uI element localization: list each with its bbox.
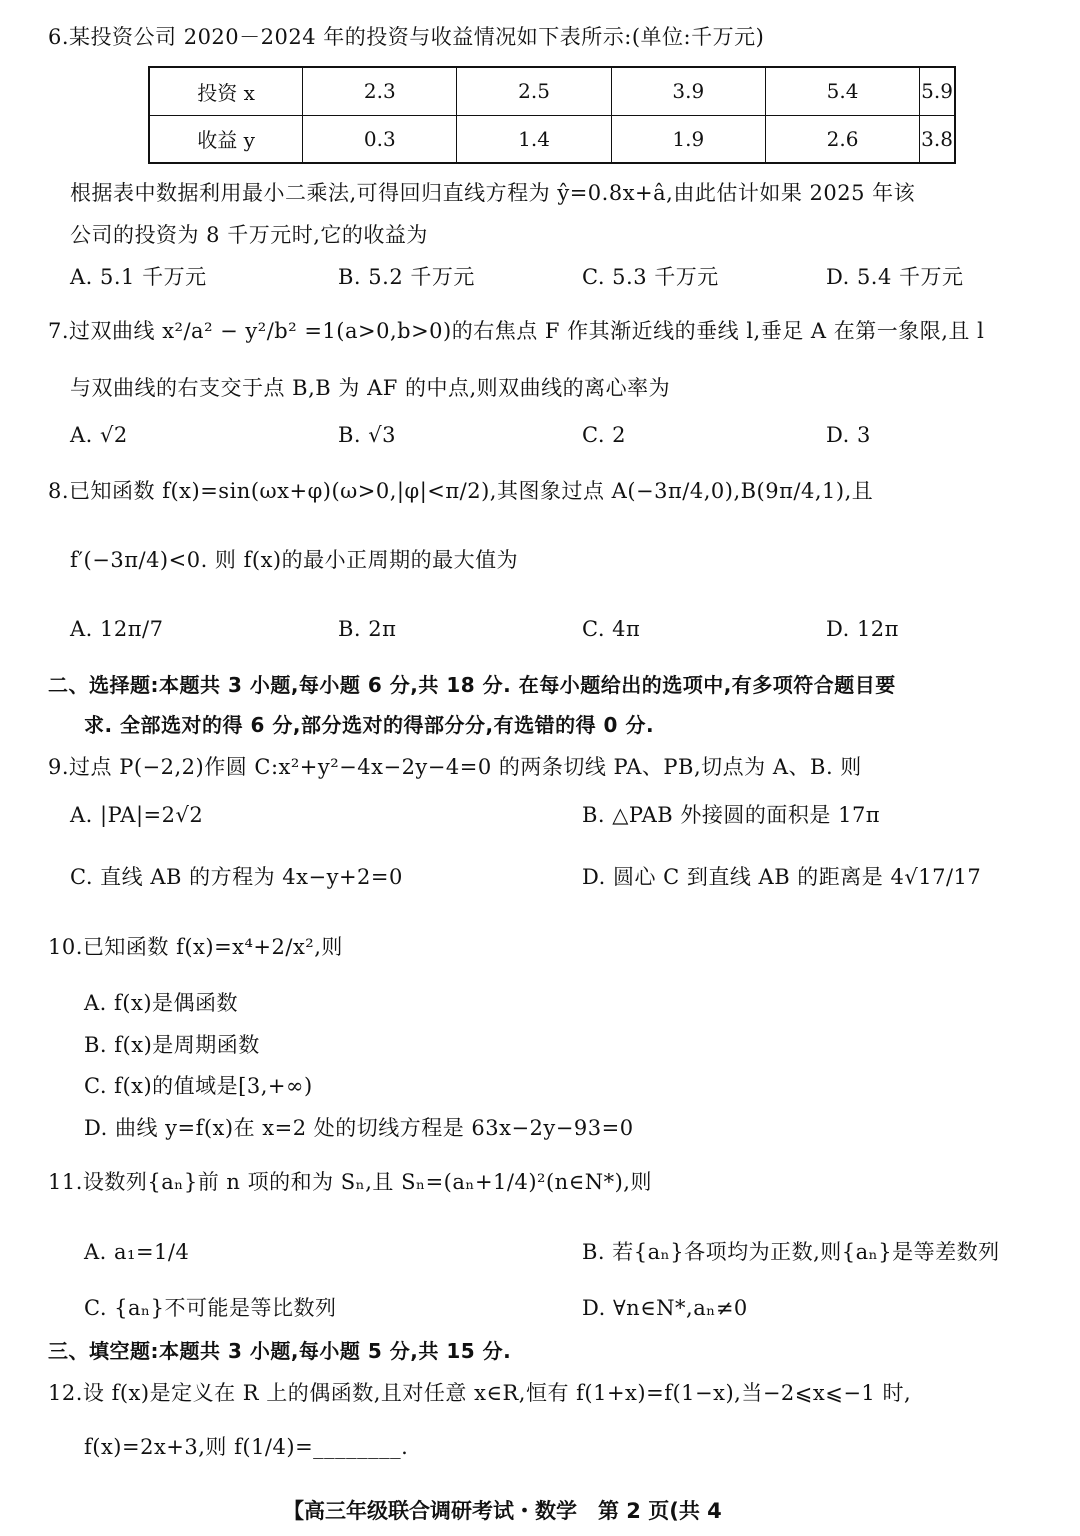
q7-option-d: D. 3 (826, 423, 871, 447)
section2-heading: 二、选择题:本题共 3 小题,每小题 6 分,共 18 分. 在每小题给出的选项中,有多项符合题目要 (48, 673, 896, 697)
q7-option-a: A. √2 (70, 423, 128, 447)
q6-line2: 根据表中数据利用最小二乘法,可得回归直线方程为 ŷ=0.8x+â,由此估计如果 2025 年该 (70, 181, 916, 205)
q10-option-b: B. f(x)是周期函数 (84, 1033, 260, 1057)
q10-stem: 10.已知函数 f(x)=x⁴+2/x²,则 (48, 935, 343, 959)
investment-table (148, 66, 956, 164)
q11-option-b: B. 若{aₙ}各项均为正数,则{aₙ}是等差数列 (582, 1240, 1000, 1264)
table-cell: 5.4 (765, 67, 919, 115)
q9-stem: 9.过点 P(−2,2)作圆 C:x²+y²−4x−2y−4=0 的两条切线 PA、PB,切点为 A、B. 则 (48, 755, 862, 779)
table-cell: 1.9 (611, 115, 765, 163)
q7-line2: 与双曲线的右支交于点 B,B 为 AF 的中点,则双曲线的离心率为 (70, 376, 671, 400)
table-cell: 2.5 (457, 67, 611, 115)
q7-option-b: B. √3 (338, 423, 397, 447)
q10-option-d: D. 曲线 y=f(x)在 x=2 处的切线方程是 63x−2y−93=0 (84, 1116, 634, 1140)
table-row (149, 115, 955, 163)
table-cell: 投资 x (149, 67, 303, 115)
q6-option-a: A. 5.1 千万元 (70, 265, 207, 289)
page-footer: 【高三年级联合调研考试・数学 第 2 页(共 4 (283, 1499, 722, 1523)
table-cell: 3.8 (920, 115, 955, 163)
q6-stem: 6.某投资公司 2020－2024 年的投资与收益情况如下表所示:(单位:千万元) (48, 25, 765, 49)
q8-option-a: A. 12π/7 (70, 617, 164, 641)
q8-option-b: B. 2π (338, 617, 397, 641)
q9-option-a: A. |PA|=2√2 (70, 803, 204, 827)
table-cell: 0.3 (303, 115, 457, 163)
q10-option-c: C. f(x)的值域是[3,+∞) (84, 1074, 313, 1098)
table-cell: 收益 y (149, 115, 303, 163)
section2-heading-cont: 求. 全部选对的得 6 分,部分选对的得部分分,有选错的得 0 分. (84, 713, 655, 737)
table-cell: 2.6 (765, 115, 919, 163)
table-cell: 3.9 (611, 67, 765, 115)
q6-option-c: C. 5.3 千万元 (582, 265, 719, 289)
q8-line2: f′(−3π/4)<0. 则 f(x)的最小正周期的最大值为 (70, 548, 519, 572)
q6-line3: 公司的投资为 8 千万元时,它的收益为 (70, 223, 428, 247)
q8-option-d: D. 12π (826, 617, 899, 641)
table-row (149, 67, 955, 115)
q6-option-d: D. 5.4 千万元 (826, 265, 964, 289)
q11-option-c: C. {aₙ}不可能是等比数列 (84, 1296, 337, 1320)
section3-heading: 三、填空题:本题共 3 小题,每小题 5 分,共 15 分. (48, 1339, 512, 1363)
q9-option-c: C. 直线 AB 的方程为 4x−y+2=0 (70, 865, 403, 889)
table-cell: 2.3 (303, 67, 457, 115)
q11-option-a: A. a₁=1/4 (84, 1240, 190, 1264)
q8-line1: 8.已知函数 f(x)=sin(ωx+φ)(ω>0,|φ|<π/2),其图象过点 A(−3π/4,0),B(9π/4,1),且 (48, 479, 874, 503)
q12-line2: f(x)=2x+3,则 f(1/4)=________. (84, 1435, 409, 1459)
table-cell: 1.4 (457, 115, 611, 163)
q6-option-b: B. 5.2 千万元 (338, 265, 475, 289)
q12-line1: 12.设 f(x)是定义在 R 上的偶函数,且对任意 x∈R,恒有 f(1+x)=f(1−x),当−2⩽x⩽−1 时, (48, 1381, 912, 1405)
q9-option-b: B. △PAB 外接圆的面积是 17π (582, 803, 881, 827)
q9-option-d: D. 圆心 C 到直线 AB 的距离是 4√17/17 (582, 865, 982, 889)
q11-stem: 11.设数列{aₙ}前 n 项的和为 Sₙ,且 Sₙ=(aₙ+1/4)²(n∈N*),则 (48, 1170, 652, 1194)
table-cell: 5.9 (920, 67, 955, 115)
q7-line1: 7.过双曲线 x²/a² − y²/b² =1(a>0,b>0)的右焦点 F 作其渐近线的垂线 l,垂足 A 在第一象限,且 l (48, 319, 985, 343)
q7-option-c: C. 2 (582, 423, 627, 447)
q11-option-d: D. ∀n∈N*,aₙ≠0 (582, 1296, 748, 1320)
q10-option-a: A. f(x)是偶函数 (84, 991, 239, 1015)
q8-option-c: C. 4π (582, 617, 641, 641)
